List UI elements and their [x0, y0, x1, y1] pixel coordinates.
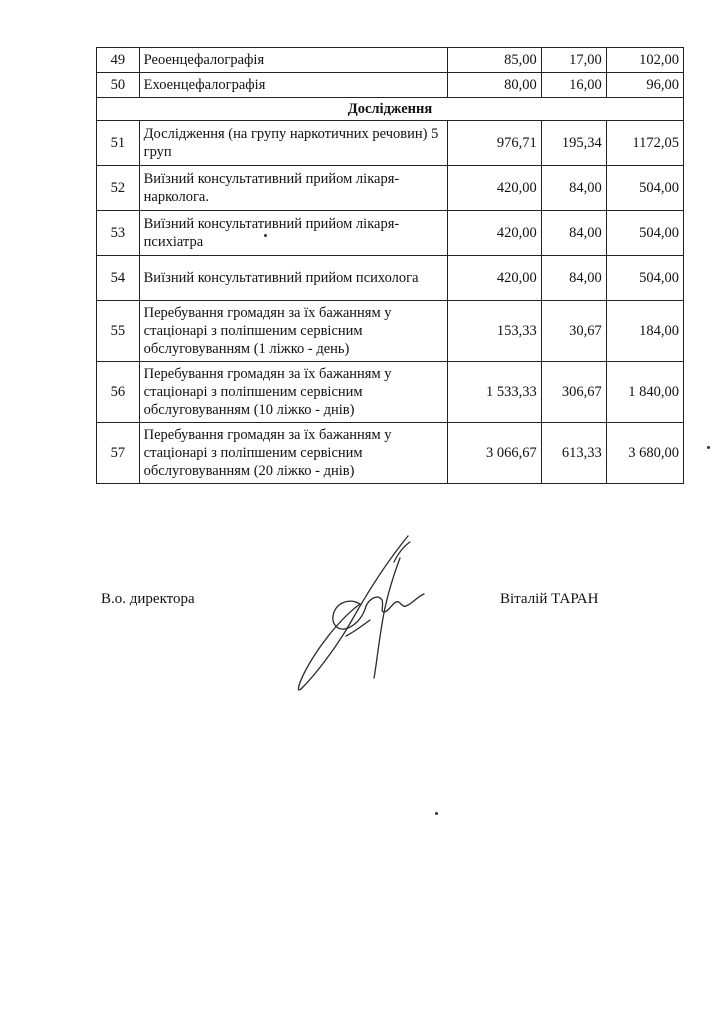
- total-cell: 3 680,00: [606, 423, 683, 484]
- service-name: Перебування громадян за їх бажанням у стаціонарі з поліпшеним сервісним обслуговуванням (10 ліжко - днів): [139, 362, 448, 423]
- row-number: 51: [97, 121, 140, 166]
- scan-speck: [264, 234, 267, 237]
- scan-speck: [707, 446, 710, 449]
- row-number: 49: [97, 48, 140, 73]
- price-cell: 420,00: [448, 166, 541, 211]
- row-number: 53: [97, 211, 140, 256]
- total-cell: 1 840,00: [606, 362, 683, 423]
- price-cell: 85,00: [448, 48, 541, 73]
- vat-cell: 306,67: [541, 362, 606, 423]
- section-header-row: [97, 98, 684, 121]
- row-number: 54: [97, 256, 140, 301]
- service-name: Виїзний консультативний прийом лікаря-психіатра: [139, 211, 448, 256]
- price-table: [96, 47, 684, 484]
- table-row: [97, 73, 684, 98]
- vat-cell: 17,00: [541, 48, 606, 73]
- total-cell: 184,00: [606, 301, 683, 362]
- service-name: Ехоенцефалографія: [139, 73, 448, 98]
- total-cell: 96,00: [606, 73, 683, 98]
- table-row: [97, 301, 684, 362]
- section-title: Дослідження: [97, 98, 684, 121]
- total-cell: 504,00: [606, 256, 683, 301]
- vat-cell: 195,34: [541, 121, 606, 166]
- price-cell: 420,00: [448, 211, 541, 256]
- scan-speck: [435, 812, 438, 815]
- service-name: Перебування громадян за їх бажанням у стаціонарі з поліпшеним сервісним обслуговуванням (1 ліжко - день): [139, 301, 448, 362]
- table-row: [97, 121, 684, 166]
- table-row: [97, 48, 684, 73]
- service-name: Дослідження (на групу наркотичних речовин) 5 груп: [139, 121, 448, 166]
- total-cell: 504,00: [606, 211, 683, 256]
- table-row: [97, 362, 684, 423]
- vat-cell: 613,33: [541, 423, 606, 484]
- table-row: [97, 166, 684, 211]
- table-row: [97, 211, 684, 256]
- row-number: 56: [97, 362, 140, 423]
- vat-cell: 84,00: [541, 256, 606, 301]
- vat-cell: 84,00: [541, 166, 606, 211]
- service-name: Перебування громадян за їх бажанням у стаціонарі з поліпшеним сервісним обслуговуванням (20 ліжко - днів): [139, 423, 448, 484]
- vat-cell: 84,00: [541, 211, 606, 256]
- row-number: 55: [97, 301, 140, 362]
- total-cell: 1172,05: [606, 121, 683, 166]
- price-cell: 420,00: [448, 256, 541, 301]
- service-name: Виїзний консультативний прийом психолога: [139, 256, 448, 301]
- service-name: Реоенцефалографія: [139, 48, 448, 73]
- price-cell: 976,71: [448, 121, 541, 166]
- price-cell: 1 533,33: [448, 362, 541, 423]
- price-cell: 153,33: [448, 301, 541, 362]
- total-cell: 504,00: [606, 166, 683, 211]
- position-label: В.о. директора: [101, 591, 195, 607]
- row-number: 57: [97, 423, 140, 484]
- price-cell: 80,00: [448, 73, 541, 98]
- row-number: 52: [97, 166, 140, 211]
- total-cell: 102,00: [606, 48, 683, 73]
- person-name: Віталій ТАРАН: [500, 591, 599, 607]
- vat-cell: 16,00: [541, 73, 606, 98]
- table-row: [97, 423, 684, 484]
- table-row: [97, 256, 684, 301]
- row-number: 50: [97, 73, 140, 98]
- price-cell: 3 066,67: [448, 423, 541, 484]
- handwritten-signature: [290, 528, 450, 708]
- service-name: Виїзний консультативний прийом лікаря-нарколога.: [139, 166, 448, 211]
- vat-cell: 30,67: [541, 301, 606, 362]
